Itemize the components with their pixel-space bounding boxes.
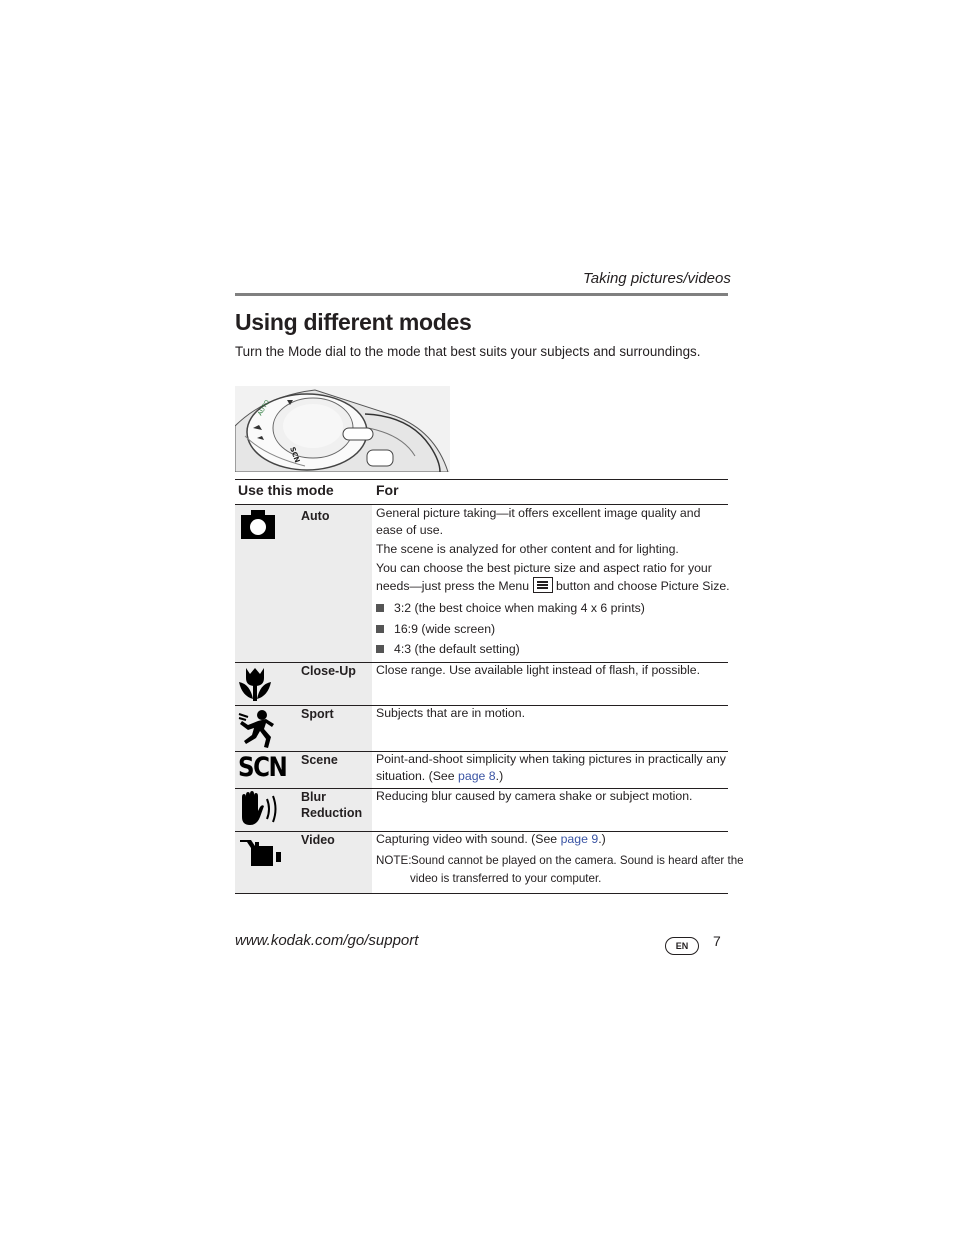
table-row-scene xyxy=(235,752,728,788)
blur-desc: Reducing blur caused by camera shake or subject motion. xyxy=(376,789,693,803)
page-heading: Using different modes xyxy=(235,309,472,335)
mode-dial-illustration xyxy=(235,386,450,472)
mode-name-scene: Scene xyxy=(301,753,338,767)
note-line-1: Sound cannot be played on the camera. Sound is heard after the xyxy=(411,854,744,867)
note-label: NOTE: xyxy=(376,854,412,867)
dial-scn-label: SCN xyxy=(288,445,302,464)
table-row-sport xyxy=(235,706,728,751)
camera-icon xyxy=(240,508,276,540)
auto-desc-3c: button and choose Picture Size. xyxy=(555,579,730,593)
list-item: 3:2 (the best choice when making 4 x 6 prints) xyxy=(376,600,645,617)
section-title: Taking pictures/videos xyxy=(583,270,731,287)
scn-icon: SCN xyxy=(238,753,287,783)
note-line-2: video is transferred to your computer. xyxy=(410,872,602,885)
table-row-closeup xyxy=(235,663,728,705)
auto-desc-3a: You can choose the best picture size and aspect ratio for your xyxy=(376,561,712,575)
page-8-link[interactable]: page 8 xyxy=(458,769,496,783)
intro-text: Turn the Mode dial to the mode that best suits your subjects and surroundings. xyxy=(235,344,701,359)
table-row-auto xyxy=(235,505,728,662)
sport-desc: Subjects that are in motion. xyxy=(376,706,526,720)
column-header-mode: Use this mode xyxy=(238,482,334,498)
table-row-video xyxy=(235,832,744,893)
column-header-for: For xyxy=(376,482,399,498)
mode-name-sport: Sport xyxy=(301,707,334,721)
steady-hand-icon xyxy=(238,791,282,827)
table-row-blur xyxy=(235,789,728,831)
auto-desc-1: General picture taking—it offers excellent image quality and ease of use. xyxy=(376,506,701,537)
page-9-link[interactable]: page 9 xyxy=(560,832,599,846)
mode-name-closeup: Close-Up xyxy=(301,664,356,678)
video-desc: Capturing video with sound. (See page 9.) xyxy=(376,832,606,846)
table-bottom-rule xyxy=(235,893,728,894)
list-item: 4:3 (the default setting) xyxy=(376,641,520,658)
list-item: 16:9 (wide screen) xyxy=(376,621,495,638)
auto-desc-2: The scene is analyzed for other content and for lighting. xyxy=(376,542,679,556)
header-rule xyxy=(235,293,728,296)
menu-button-icon xyxy=(533,577,553,593)
runner-icon xyxy=(238,709,276,749)
support-url[interactable]: www.kodak.com/go/support xyxy=(235,932,419,949)
language-badge: EN xyxy=(665,937,699,955)
page-number: 7 xyxy=(713,933,721,949)
table-top-rule xyxy=(235,479,728,480)
video-camera-icon xyxy=(239,838,283,868)
flower-icon xyxy=(238,666,272,702)
mode-name-blur: Blur Reduction xyxy=(301,790,363,820)
dial-auto-label: AUTO xyxy=(256,398,272,417)
mode-name-video: Video xyxy=(301,833,335,847)
auto-desc-3b: needs—just press the Menu xyxy=(376,579,530,593)
closeup-desc: Close range. Use available light instead of flash, if possible. xyxy=(376,663,701,677)
mode-name-auto: Auto xyxy=(301,509,330,523)
scene-desc: Point-and-shoot simplicity when taking pictures in practically any situation. (See page 8.) xyxy=(376,752,726,783)
auto-desc-3 xyxy=(376,577,730,595)
